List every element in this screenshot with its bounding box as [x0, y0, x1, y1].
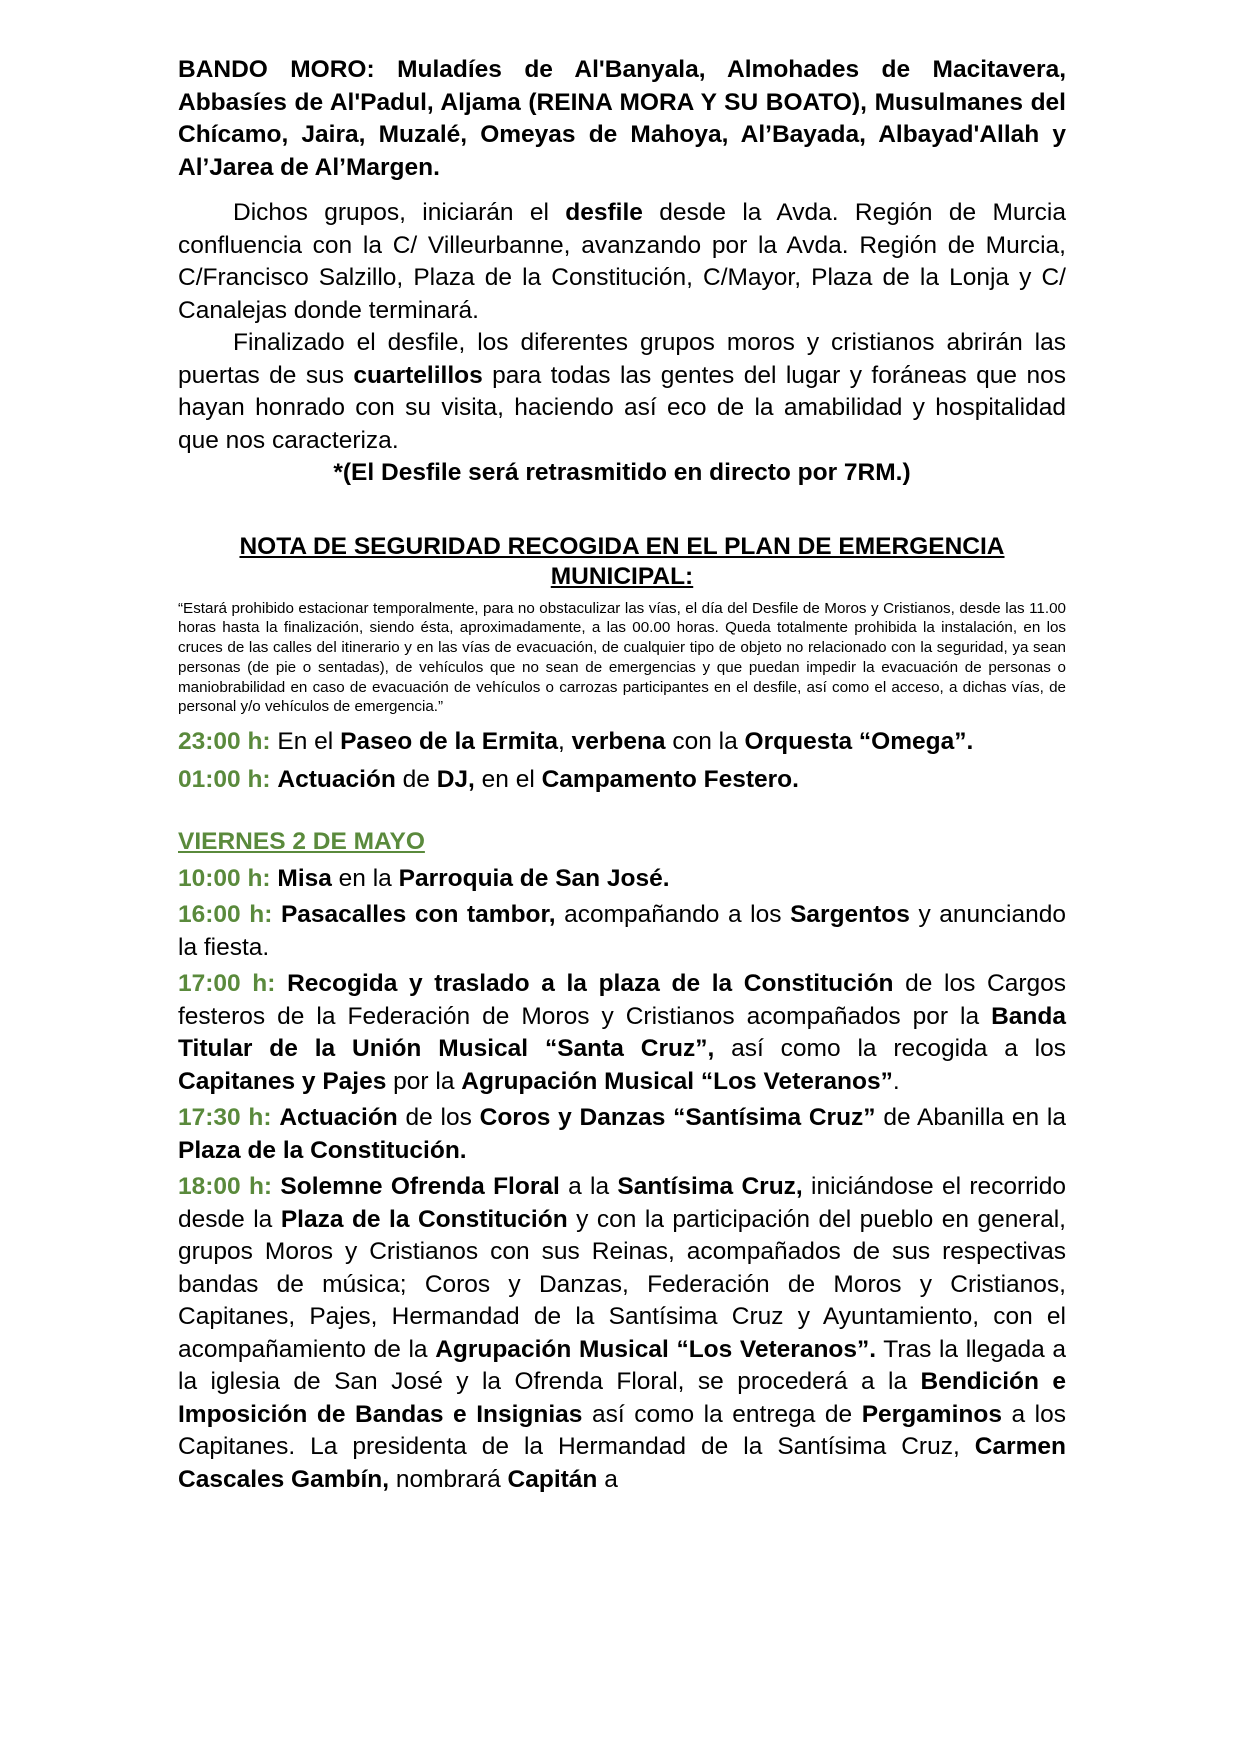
text-run: a [597, 1465, 618, 1493]
text-run [275, 970, 287, 997]
bold-run: Misa [277, 864, 332, 892]
bold-run: Coros y Danzas “Santísima Cruz” [479, 1104, 876, 1132]
bando-lead: BANDO MORO: [178, 56, 375, 83]
bold-run: Pergaminos [861, 1400, 1002, 1428]
bold-run: Carmen Cascales Gambín, [178, 1433, 1066, 1493]
security-heading-line1: NOTA DE SEGURIDAD RECOGIDA EN EL PLAN DE EMERGENCIA [239, 532, 1005, 560]
event-0100 [178, 764, 1066, 797]
document-page [178, 54, 1066, 1496]
security-text: “Estará prohibido estacionar temporalmente, para no obstaculizar las vías, el día del Desfile de Moros y Cristianos, desde las 11.00 horas hasta la finalización, siendo ésta, aproximadamente, a las 00.00 horas. Queda totalmente prohibida la instalación, en los cruces de las calles del itinerario y en las vías de evacuación, de cualquier tipo de objeto no relacionado con la seguridad, ya sean personas (de pie o sentadas), de vehículos que no sean de emergencias y que puedan impedir la evacuación de personas o maniobrabilidad en caso de evacuación de vehículos o carrozas participantes en el desfile, así como el acceso, a dichas vías, de personal y/o vehículos de emergencia.” [178, 599, 1066, 716]
event-1000 [178, 863, 1066, 896]
text-run [272, 901, 281, 928]
day-heading: VIERNES 2 DE MAYO [178, 828, 425, 856]
bold-run: Capitanes y Pajes [178, 1067, 387, 1095]
event-time: 17:00 h: [178, 970, 276, 998]
bold-run: Sargentos [790, 901, 910, 929]
security-heading [178, 532, 1066, 592]
bold-run: cuartelillos [353, 361, 483, 389]
event-2300 [178, 726, 1066, 759]
text-run: Finalizado el desfile, los diferentes grupos moros y cristianos abrirán las puertas de sus [178, 329, 1066, 389]
text-run: y anunciando la fiesta. [178, 901, 1067, 961]
bold-run: Campamento Festero. [541, 765, 799, 793]
text-run: así como la recogida a los [714, 1035, 1066, 1063]
desfile-paragraph [178, 197, 1066, 327]
broadcast-note [178, 457, 1066, 490]
event-time: 10:00 h: [178, 864, 271, 892]
bold-run: Recogida y traslado a la plaza de la Constitución [287, 970, 894, 998]
bold-run: Capitán [507, 1465, 598, 1493]
text-run: en el [474, 765, 542, 793]
text-run: de [395, 765, 437, 793]
text-run: por la [386, 1067, 462, 1095]
bold-run: Plaza de la Constitución [280, 1205, 568, 1233]
bold-run: Pasacalles con tambor, [280, 901, 556, 929]
bold-run: Actuación [277, 765, 396, 793]
event-time: 16:00 h: [178, 901, 273, 929]
event-1730 [178, 1102, 1066, 1167]
text-run: así como la entrega de [582, 1400, 862, 1428]
bold-run: Plaza de la Constitución. [178, 1136, 467, 1164]
bold-run: DJ, [436, 765, 475, 793]
text-run: acompañando a los [555, 901, 791, 929]
broadcast-text: *(El Desfile será retrasmitido en directo por 7RM.) [333, 459, 911, 486]
event-time: 01:00 h: [178, 765, 271, 793]
text-run: nombrará [389, 1465, 508, 1493]
text-run: de los Cargos festeros de la Federación de Moros y Cristianos acompañados por la [178, 970, 1066, 1030]
bold-run: Parroquia de San José. [398, 864, 670, 892]
text-run: En el [270, 728, 341, 756]
text-run: a la [559, 1173, 618, 1201]
text-run: para todas las gentes del lugar y foráneas que nos hayan honrado con su visita, haciendo así eco de la amabilidad y hospitalidad que nos caracteriza. [178, 361, 1066, 454]
text-run: . [892, 1067, 900, 1095]
text-run: de Abanilla en la [875, 1104, 1067, 1132]
bold-run: Paseo de la Ermita [340, 728, 558, 756]
event-1700 [178, 968, 1066, 1098]
security-heading-line2: MUNICIPAL: [550, 562, 694, 590]
text-run: en la [331, 864, 399, 892]
event-1600 [178, 899, 1066, 964]
bold-run: verbena [571, 728, 666, 756]
event-time: 18:00 h: [178, 1173, 273, 1201]
text-run: , [557, 728, 572, 756]
bold-run: Agrupación Musical “Los Veteranos”. [435, 1335, 877, 1363]
bold-run: Orquesta “Omega”. [744, 728, 974, 756]
bold-run: Agrupación Musical “Los Veteranos” [461, 1067, 893, 1095]
text-run: de los [397, 1104, 480, 1132]
event-time: 23:00 h: [178, 728, 271, 756]
bold-run: Santísima Cruz, [617, 1173, 803, 1201]
text-run: con la [665, 728, 745, 756]
event-1800 [178, 1171, 1066, 1496]
text-run: desde la Avda. Región de Murcia confluencia con la C/ Villeurbanne, avanzando por la Avda. Región de Murcia, C/Francisco Salzillo, Plaza de la Constitución, C/Mayor, Plaza de la Lonja y C/ Canalejas donde terminará. [178, 199, 1066, 324]
bold-run: Bendición e Imposición de Bandas e Insignias [178, 1368, 1066, 1428]
bold-run: Solemne Ofrenda Floral [280, 1173, 560, 1201]
text-run: Dichos grupos, iniciarán el [233, 199, 566, 226]
bando-moro-paragraph [178, 54, 1066, 184]
bold-run: Actuación [279, 1104, 398, 1132]
event-time: 17:30 h: [178, 1104, 272, 1132]
text-run: y con la participación del pueblo en general, grupos Moros y Cristianos con sus Reinas, acompañados de sus respectivas bandas de música; Coros y Danzas, Federación de Moros y Cristianos, Capitanes, Pajes, Hermandad de la Santísima Cruz y Ayuntamiento, con el acompañamiento de la [178, 1205, 1066, 1363]
bando-text: Muladíes de Al'Banyala, Almohades de Macitavera, Abbasíes de Al'Padul, Aljama (REINA MORA Y SU BOATO), Musulmanes del Chícamo, Jaira, Muzalé, Omeyas de Mahoya, Al’Bayada, Albayad'Allah y Al’Jarea de Al’Margen. [178, 56, 1067, 181]
text-run: a los Capitanes. La presidenta de la Hermandad de la Santísima Cruz, [178, 1400, 1066, 1461]
text-run: iniciándose el recorrido desde la [178, 1173, 1066, 1233]
text-run: Tras la llegada a la iglesia de San José y la Ofrenda Floral, se procederá a la [178, 1335, 1066, 1396]
cuartelillos-paragraph [178, 327, 1066, 457]
bold-run: desfile [565, 199, 643, 226]
bold-run: Banda Titular de la Unión Musical “Santa Cruz”, [178, 1002, 1066, 1063]
